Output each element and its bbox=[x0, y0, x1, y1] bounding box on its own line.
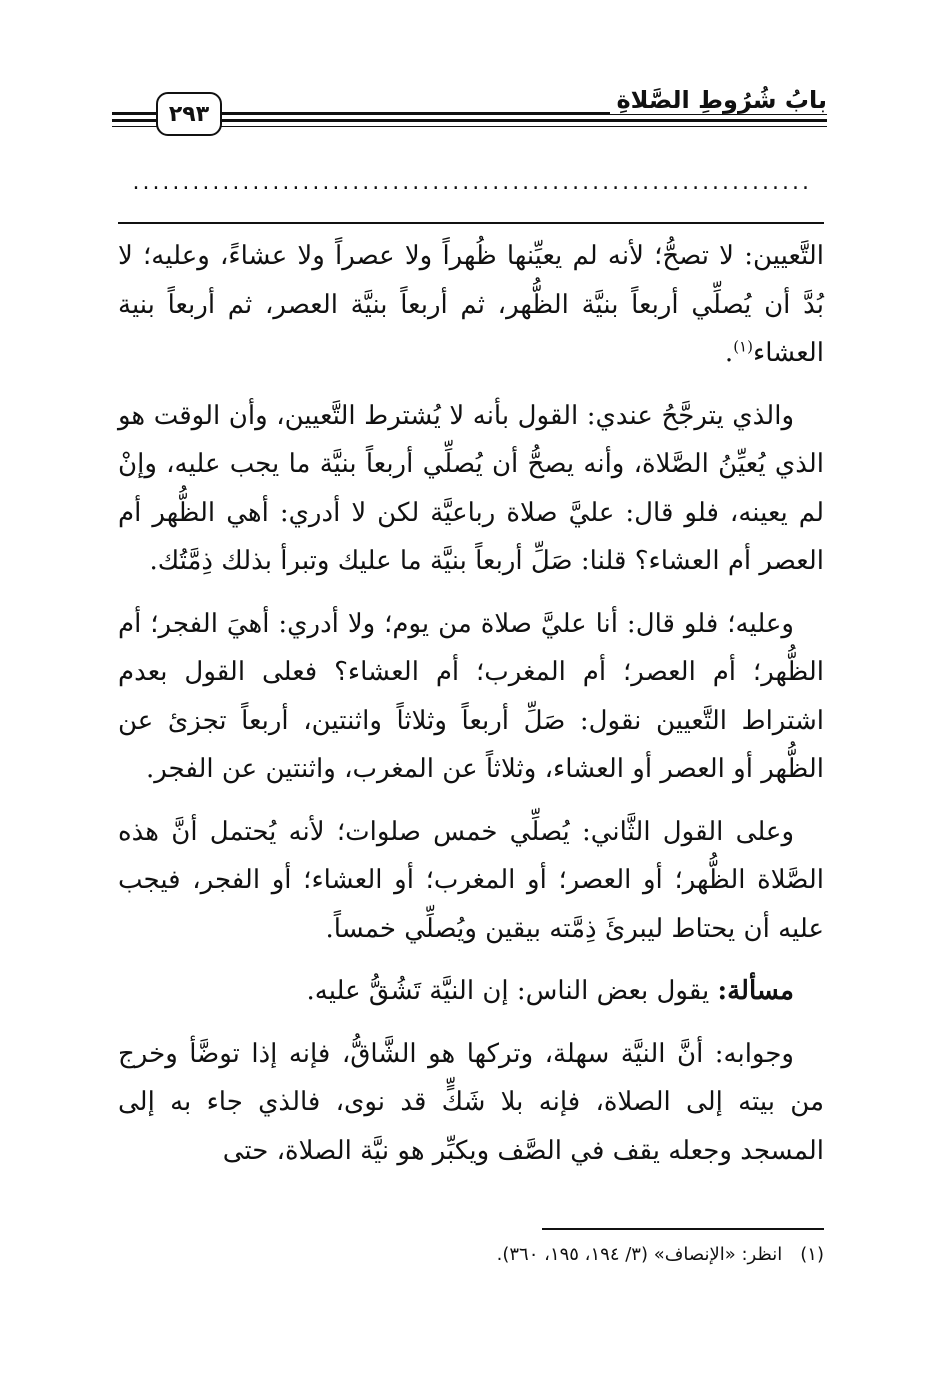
paragraph: والذي يترجَّحُ عندي: القول بأنه لا يُشترط التَّعيين، وأن الوقت هو الذي يُعيِّنُ الصَّلاة، وأنه يصحُّ أن يُصلِّي أربعاً بنيَّة ما يجب عليه، وإنْ لم يعينه، فلو قال: عليَّ صلاة رباعيَّة لكن لا أدري: أهي الظُّهر أم العصر أم العشاء؟ قلنا: صَلِّ أربعاً بنيَّة ما عليك وتبرأ بذلك ذِمَّتُك. bbox=[118, 400, 824, 576]
paragraph: وعليه؛ فلو قال: أنا عليَّ صلاة من يوم؛ ولا أدري: أهيَ الفجر؛ أم الظُّهر؛ أم العصر؛ أم المغرب؛ أم العشاء؟ فعلى القول بعدم اشتراط التَّعيين نقول: صَلِّ أربعاً وثلاثاً واثنتين، أربعاً تجزئ عن الظُّهر أو العصر أو العشاء، وثلاثاً عن المغرب، واثنتين عن الفجر. bbox=[118, 608, 824, 784]
paragraph-text: التَّعيين: لا تصحُّ؛ لأنه لم يعيِّنها ظُهراً ولا عصراً ولا عشاءً، وعليه؛ لا بُدَّ أن يُصلِّي أربعاً بنيَّة الظُّهر، ثم أربعاً بنيَّة العصر، ثم أربعاً بنية العشاء bbox=[118, 241, 824, 368]
footnote-number: (١) bbox=[800, 1244, 824, 1265]
paragraph: وعلى القول الثَّاني: يُصلِّي خمس صلوات؛ لأنه يُحتمل أنَّ هذه الصَّلاة الظُّهر؛ أو العصر؛ أو المغرب؛ أو العشاء؛ أو الفجر، فيجب عليه أن يحتاط ليبرئَ ذِمَّته بيقين ويُصلِّي خمساً. bbox=[118, 816, 824, 944]
paragraph bbox=[118, 232, 824, 378]
paragraph-end: . bbox=[724, 338, 734, 368]
footnote-ref: (١) bbox=[733, 337, 753, 356]
paragraph bbox=[118, 967, 824, 1016]
main-text bbox=[118, 232, 824, 1189]
page-number: ٢٩٣ bbox=[156, 92, 222, 136]
chapter-title: بابُ شُرُوطِ الصَّلاةِ bbox=[610, 86, 827, 114]
page-header bbox=[112, 86, 827, 146]
paragraph: وجوابه: أنَّ النيَّة سهلة، وتركها هو الشَّاقُّ، فإنه إذا توضَّأ وخرج من بيته إلى الصلاة، فإنه بلا شَكٍّ قد نوى، فالذي جاء به إلى المسجد وجعله يقف في الصَّف ويكبِّر هو نيَّة الصلاة، حتى bbox=[118, 1038, 824, 1166]
issue-label: مسألة: bbox=[717, 976, 794, 1006]
footnote-divider bbox=[542, 1228, 824, 1230]
dotted-separator: .................................................................... bbox=[132, 170, 812, 195]
top-divider bbox=[118, 222, 824, 224]
footnote-text: انظر: «الإنصاف» (٣/ ١٩٤، ١٩٥، ٣٦٠). bbox=[496, 1244, 783, 1265]
paragraph-text: يقول بعض الناس: إن النيَّة تَشُقُّ عليه. bbox=[306, 976, 710, 1006]
footnote bbox=[118, 1240, 824, 1270]
